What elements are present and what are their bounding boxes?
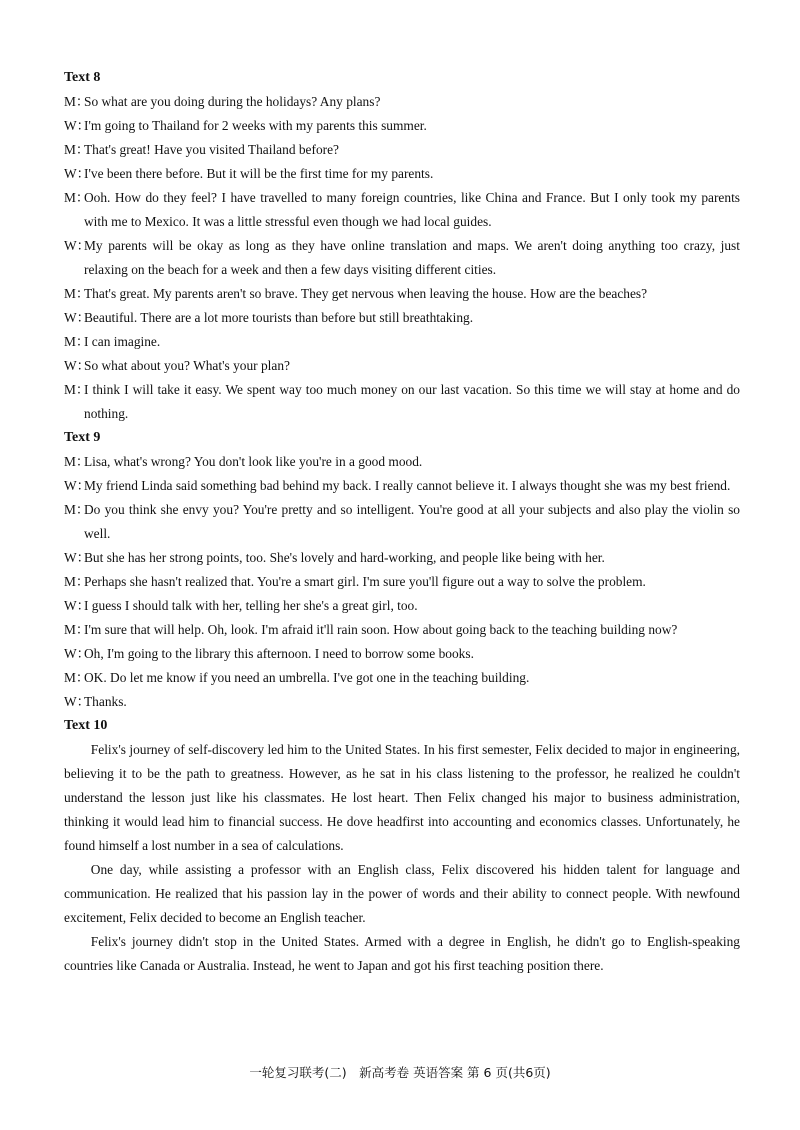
section-heading-text-9: Text 9 bbox=[64, 430, 101, 445]
speaker-label: M： bbox=[64, 94, 90, 109]
speaker-label: W： bbox=[64, 358, 91, 373]
dialogue-line bbox=[64, 474, 740, 498]
speaker-label: M： bbox=[64, 382, 90, 397]
dialogue-text: But she has her strong points, too. She's lovely and hard-working, and people like being with her. bbox=[84, 550, 605, 565]
dialogue-line bbox=[64, 162, 740, 186]
speaker-label: M： bbox=[64, 190, 90, 205]
dialogue-text: My friend Linda said something bad behind my back. I really cannot believe it. I always thought she was my best friend. bbox=[84, 478, 731, 493]
dialogue-text: Perhaps she hasn't realized that. You're a smart girl. I'm sure you'll figure out a way to solve the problem. bbox=[84, 574, 646, 589]
dialogue-line bbox=[64, 666, 740, 690]
dialogue-line bbox=[64, 642, 740, 666]
dialogue-line bbox=[64, 114, 740, 138]
dialogue-text: Ooh. How do they feel? I have travelled to many foreign countries, like China and France. But I only took my parents with me to Mexico. It was a little stressful even though we had local guides. bbox=[84, 190, 740, 229]
dialogue-text: I've been there before. But it will be the first time for my parents. bbox=[84, 166, 434, 181]
speaker-label: W： bbox=[64, 238, 91, 253]
dialogue-line bbox=[64, 282, 740, 306]
speaker-label: W： bbox=[64, 694, 91, 709]
dialogue-text: Oh, I'm going to the library this afternoon. I need to borrow some books. bbox=[84, 646, 474, 661]
speaker-label: W： bbox=[64, 550, 91, 565]
dialogue-text: I'm sure that will help. Oh, look. I'm afraid it'll rain soon. How about going back to the teaching building now? bbox=[84, 622, 678, 637]
passage-paragraph: Felix's journey of self-discovery led him to the United States. In his first semester, Felix decided to major in engineering, believing it to be the path to greatness. However, as he sat in his class listening to the professor, he realized he couldn't understand the lesson just like his classmates. He lost heart. Then Felix changed his major to business administration, thinking it would lead him to financial success. He dove headfirst into accounting and economics classes. Unfortunately, he found himself a lost number in a sea of calculations. bbox=[64, 742, 740, 853]
speaker-label: W： bbox=[64, 310, 91, 325]
dialogue-text: So what about you? What's your plan? bbox=[84, 358, 290, 373]
dialogue-line bbox=[64, 90, 740, 114]
dialogue-line bbox=[64, 546, 740, 570]
dialogue-line bbox=[64, 330, 740, 354]
dialogue-line bbox=[64, 186, 740, 234]
speaker-label: M： bbox=[64, 334, 90, 349]
dialogue-line bbox=[64, 498, 740, 546]
dialogue-line bbox=[64, 618, 740, 642]
dialogue-line bbox=[64, 354, 740, 378]
speaker-label: M： bbox=[64, 142, 90, 157]
dialogue-text: Thanks. bbox=[84, 694, 127, 709]
dialogue-text: Do you think she envy you? You're pretty and so intelligent. You're good at all your subjects and also play the violin so well. bbox=[84, 502, 740, 541]
speaker-label: W： bbox=[64, 166, 91, 181]
dialogue-line bbox=[64, 450, 740, 474]
speaker-label: M： bbox=[64, 454, 90, 469]
speaker-label: M： bbox=[64, 502, 90, 517]
passage-paragraph: One day, while assisting a professor with an English class, Felix discovered his hidden talent for language and communication. He realized that his passion lay in the power of words and their ability to connect people. With newfound excitement, Felix decided to become an English teacher. bbox=[64, 862, 740, 925]
speaker-label: W： bbox=[64, 118, 91, 133]
dialogue-text: So what are you doing during the holidays? Any plans? bbox=[84, 94, 381, 109]
speaker-label: M： bbox=[64, 622, 90, 637]
passage-paragraph: Felix's journey didn't stop in the United States. Armed with a degree in English, he didn't go to English-speaking countries like Canada or Australia. Instead, he went to Japan and got his first teaching position there. bbox=[64, 934, 740, 973]
section-heading-text-10: Text 10 bbox=[64, 718, 108, 733]
dialogue-text: I think I will take it easy. We spent way too much money on our last vacation. So this time we will stay at home and do nothing. bbox=[84, 382, 740, 421]
dialogue-line bbox=[64, 690, 740, 714]
dialogue-line bbox=[64, 306, 740, 330]
dialogue-line bbox=[64, 138, 740, 162]
section-heading-text-8: Text 8 bbox=[64, 70, 101, 85]
dialogue-text: My parents will be okay as long as they have online translation and maps. We aren't doing anything too crazy, just relaxing on the beach for a week and then a few days visiting different cities. bbox=[84, 238, 740, 277]
dialogue-text: I can imagine. bbox=[84, 334, 161, 349]
speaker-label: W： bbox=[64, 646, 91, 661]
dialogue-text: I guess I should talk with her, telling her she's a great girl, too. bbox=[84, 598, 418, 613]
dialogue-line bbox=[64, 234, 740, 282]
dialogue-line bbox=[64, 594, 740, 618]
dialogue-text: That's great! Have you visited Thailand before? bbox=[84, 142, 340, 157]
speaker-label: M： bbox=[64, 574, 90, 589]
dialogue-text: That's great. My parents aren't so brave. They get nervous when leaving the house. How are the beaches? bbox=[84, 286, 648, 301]
speaker-label: W： bbox=[64, 478, 91, 493]
dialogue-line bbox=[64, 570, 740, 594]
dialogue-text: Lisa, what's wrong? You don't look like you're in a good mood. bbox=[84, 454, 423, 469]
speaker-label: M： bbox=[64, 670, 90, 685]
document-body bbox=[64, 66, 740, 978]
speaker-label: W： bbox=[64, 598, 91, 613]
speaker-label: M： bbox=[64, 286, 90, 301]
page-footer: 一轮复习联考(二) 新高考卷 英语答案 第 6 页(共6页) bbox=[249, 1065, 551, 1080]
dialogue-text: Beautiful. There are a lot more tourists than before but still breathtaking. bbox=[84, 310, 474, 325]
dialogue-text: OK. Do let me know if you need an umbrella. I've got one in the teaching building. bbox=[84, 670, 530, 685]
dialogue-line bbox=[64, 378, 740, 426]
dialogue-text: I'm going to Thailand for 2 weeks with my parents this summer. bbox=[84, 118, 427, 133]
